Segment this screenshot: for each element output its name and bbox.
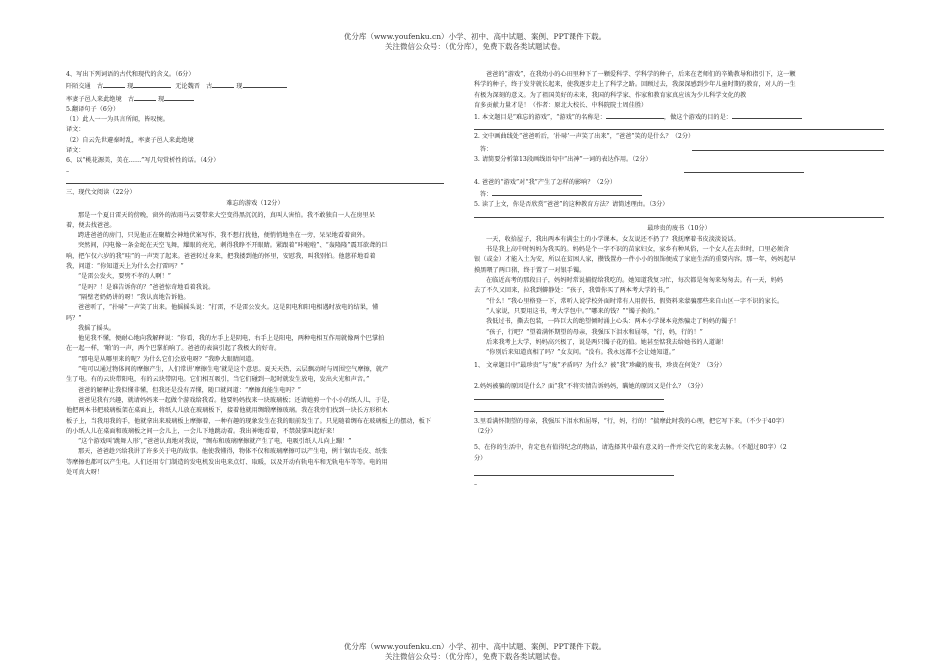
section-3-title: 三、现代文阅读（22分） [66, 188, 136, 196]
text-line: 爸爸的“游戏”，在我幼小的心田里种下了一颗爱科学、学科学的种子，后来在老师们的辛勤教导和指引下，这一颗 [486, 71, 796, 78]
text-line: 跨进爸爸的房门，只见他正在聚精会神地伏案写作，我不想打扰他，便悄悄地坐在一旁，呆呆地看着窗外。 [78, 232, 369, 240]
story-question-2-lines-b [474, 404, 884, 416]
answer-blank [243, 80, 287, 88]
question-1 [474, 111, 884, 123]
story-question-3: 3.里看满怀期望的母亲，我强压下泪水和屈辱，“行，妈，行的！”揣摩此时我的心理，把它写下来。（不少于40字） [474, 417, 789, 425]
text-line: “孩子，行吧？”望着满怀期望的母亲，我强压下泪水和屈辱，“行，妈，行的！” [486, 328, 703, 336]
answer-blank [133, 80, 171, 88]
text-line: 吗？” [66, 314, 82, 322]
text-line: 处可真大呀！ [66, 468, 104, 476]
question-2: 2. 文中画曲线处“爸爸听后，‘扑哧’一声笑了出来”，“爸爸”笑的是什么？（2分） [474, 133, 695, 141]
text-line: “这个游戏叫‘跳舞人形’，”爸爸认真地对我说，“绸布和玻璃摩擦就产生了电，电吸引纸人儿向上蹦！” [78, 438, 352, 446]
footer-line-1: 优分库（www.youfenku.cn）小学、初中、高中试题、案例、PPT课件下载。 [343, 642, 607, 651]
q4-row-1 [66, 80, 444, 92]
text-line: 后来我考上大学，妈妈高兴极了，说是两只镯子花的值。她甚至惦我去给她书的人道谢！ [486, 338, 728, 346]
q4-row1-term-2: 无论魏晋 古 [175, 83, 213, 91]
text-line: “是吗？！是谁告诉你的？”爸爸惊奇地看着我说。 [78, 283, 215, 291]
text-line: 一天，收拾屋子，我出两本有满尘土的小学课本。女友说还不扔了？我抚摩着书皮淡淡说话。 [486, 235, 740, 243]
question-1-part-b: ，做这个游戏的目的是： [663, 114, 732, 122]
footer-banner [0, 642, 950, 662]
text-line: 去了不久又回来，拉我到僻静处：“孩子，我曾你买了两本考大学的书。” [474, 287, 670, 295]
question-3-answer [474, 165, 884, 177]
text-line: 生了电。有的云块带阳电，有的云块带阴电。它们相互吸引，当它们碰到一起时就发生放电，发出火光和声音。” [66, 376, 370, 384]
text-line: 板子上，当我用我的手，他就拿出来玻璃板上摩擦着，一种有趣的现象发生在我的眼前发生了。只见随着绸布在玻璃板上的摆动，板下 [66, 417, 432, 425]
text-line: 等摩擦也都可以产生电。人们还用专门制造的发电机发出电来点灯、取暖，以及开动有轨电车和无轨电车等等。电的用 [66, 458, 388, 466]
text-line: 银（或金）才能入土为安，所以在贫困人家，攒钱置办一件小小的银饰便成了家庭生活的重要内容。那一年，妈妈起早 [474, 256, 796, 264]
article-title: 难忘的游戏（12分） [226, 200, 284, 208]
question-5: 5. 读了上文，你是否欣赏“爸爸”的这种教育方法？请简述理由。（3分） [474, 201, 669, 209]
answer-blank [474, 468, 674, 476]
text-line: 在一起一样，‘啪’的一声，两个巴掌拍响了。爸爸的表演引起了我极大的好奇。 [66, 345, 281, 353]
text-line: 响，把乍仅六岁的我“哇”的一声哭了起来。爸爸转过身来，把我搂到他的怀里，安慰我，叫我别怕。他慈祥地看着 [66, 252, 376, 260]
answer-blank [474, 404, 664, 412]
footer-line-2: 关注微信公众号：（优分库），免费下载各类试题试卷。 [385, 652, 565, 661]
q4-row2-modern: 现 [158, 95, 165, 103]
text-line: “电可以通过物体间的摩擦产生，人们常讲‘摩擦生电’就是这个意思。夏天天热，云层飘动时与周围空气摩擦，就产 [78, 366, 389, 374]
answer-blank [164, 93, 194, 101]
text-line: 着，便去找爸爸。 [66, 221, 116, 229]
q6-title: 6、以“桃花源美，美在……”写几句赏析性的话。（4分） [66, 157, 220, 165]
answer-blank [492, 188, 642, 196]
answer-blank [692, 143, 884, 151]
text-line: 我摇了摇头。 [78, 324, 116, 332]
text-line: 我，问道：“你知道天上为什么会打雷吗？” [66, 263, 184, 271]
text-line: “人家说，只要用这书，考大学包中。”“哪来的钱？”“镯子换的。” [486, 307, 660, 315]
answer-blank [732, 111, 802, 119]
q5-translation-2: 译文： [66, 147, 85, 155]
right-column [474, 70, 884, 490]
article-body [66, 211, 444, 479]
text-line: 爸爸的解释让我似懂非懂，但我还是没有弄懂，随口就问道：“摩擦真能生电吗？” [78, 386, 301, 394]
text-line: 他把两本书把玻璃板架在桌面上，将纸人儿放在玻璃板下，接着他就用绸缎摩擦玻璃。我在我旁们找到一块长方形积木 [66, 407, 388, 415]
question-4: 4. 爸爸的“游戏”对“我”产生了怎样的影响？（2分） [474, 178, 617, 186]
text-line: 我低过书，撕去包装，一阵巨大的绝望倾时涌上心头：两本小学课本竟然骗走了妈妈的镯子！ [486, 318, 740, 326]
question-2-answer [474, 143, 884, 155]
q5-sentence-1: （1）此人一一为具言所闻，皆叹惋。 [66, 116, 169, 124]
banner-line-2: 关注微信公众号：（优分库），免费下载各类试题试卷。 [385, 42, 565, 51]
text-line: 那是一个夏日雷天的傍晚，窗外的浓雨马云要带来大空变得黑沉沉的，真叫人害怕。我不敢独自一人在房里呆 [78, 211, 375, 219]
story-question-3-score: （2分） [474, 427, 497, 435]
text-line: “那电是从哪里来的呢？为什么它们会放电呀？”我睁大眼睛问道。 [78, 355, 258, 363]
answer-label: 答： [479, 190, 493, 198]
answer-blank [684, 165, 804, 173]
q4-row1-modern: 现 [127, 83, 134, 91]
story-question-5: 5、在你的生活中，肯定也有值得纪念的物品，请选择其中最有意义的一件并交代它的来龙去脉。（不超过80字）（2 [474, 444, 787, 452]
text-line: 在临近高考的那段日子，妈妈时常说捕捉给我吃的。她知道我复习忙，每次都是匆匆来匆匆去。有一天，妈妈 [486, 277, 783, 285]
text-line: 科学的种子，终于发芽就长起来，使我逐步走上了科学之路。回顾过去，我深深感到少年儿童时期的教育，对人的一生 [474, 81, 796, 89]
story-question-5-lines [474, 464, 884, 480]
answer-blank [134, 93, 156, 101]
answer-blank [212, 80, 234, 88]
text-line: “隔壁老奶奶讲的呀！”我认真地告诉他。 [78, 293, 190, 301]
story-body [474, 235, 884, 359]
q4-title: 4、写出下列词语的古代和现代的含义。（6分） [66, 71, 195, 78]
q4-row1-modern-2: 现 [236, 83, 243, 91]
text-line: 书是我上高中时妈妈为我买的。妈妈是个一字不识的苗家妇女，家乡有种风俗，一个女人在去世时，口里必须含 [486, 246, 790, 254]
text-line: 突然间，闪电像一条金蛇在天空飞舞，耀眼的亮光，刺得我睁不开眼睛。紧跟着“咔啦啦”、“轰隆隆”震耳欲聋的巨 [78, 242, 388, 250]
answer-line [474, 211, 884, 218]
q5-translation-1: 译文： [66, 126, 85, 134]
q4-row2-term: 率妻子邑人来此绝境 古 [66, 95, 135, 103]
text-line: 那天，爸爸趁兴给我讲了许多关于电的故事。他使我懂得，物体不仅和玻璃摩擦可以产生电，例十锯齿毛皮、纸张 [78, 448, 388, 456]
text-line: 爸爸听了，“扑哧”一声笑了出来。他摇摇头说：“打雷，不是雷公发火。这是阴电和阳电相遇时放电的结果，懂 [78, 304, 379, 312]
text-line: 他见我不懂，便耐心地向我解释说：“你看，我的左手上是阴电，右手上是阳电，两种电相互作用就像两个巴掌拍 [78, 335, 385, 343]
text-line: 爸爸见我有兴趣，就请妈妈来一起做个游戏给我看。他要妈妈找来一块玻璃板；还请她剪一个小小的纸人儿，于是， [78, 396, 394, 404]
article-conclusion [474, 70, 884, 111]
q5-title: 5.翻译句子（6分） [66, 105, 120, 113]
dash-mark: – [474, 481, 478, 489]
text-line: 的小纸人儿在桌面和玻璃板之间一会儿上，一会儿下地跳动着。我出神地看着，不禁鼓掌叫起好来！ [66, 427, 339, 435]
banner-line-1: 优分库（www.youfenku.cn）小学、初中、高中试题、案例、PPT课件下载。 [343, 32, 607, 41]
story-question-2-lines [474, 392, 884, 404]
text-line: 育多贡献力量才是！（作者：原北大校长、中科院院士周佳胜） [474, 101, 648, 109]
text-line: 有极为深刻的意义。为了祖国美好的未来，我国的科学家、作家和教育家真应该为少儿科学文化的教 [474, 91, 747, 99]
story-question-5-score: 分） [474, 454, 487, 462]
answer-blank [103, 80, 125, 88]
answer-line [66, 177, 444, 184]
left-column [66, 70, 444, 478]
story-title: 最珍贵的废书（10分） [647, 224, 711, 232]
q6-dash: – [66, 167, 70, 175]
text-line: “你别后来知道真相了吗？”女友问。“没有。我永远都不会让她知道。” [486, 349, 675, 357]
q4-row1-term: 阡陌交通 古 [66, 83, 104, 91]
q5-sentence-2: （2）自云先世避秦时乱，率妻子邑人来此绝境 [66, 136, 194, 144]
header-banner [0, 32, 950, 52]
answer-blank [606, 111, 664, 119]
question-3: 3. 请简要分析第13段画线语句中“出神”一词的表达作用。（2分） [474, 156, 652, 164]
answer-blank [474, 392, 664, 400]
answer-label: 答： [479, 145, 493, 153]
text-line: 摸黑喂了两口猪，终于置了一对银手镯。 [474, 266, 586, 274]
question-1-part-a: 1. 本文题目是“难忘的游戏”，“游戏”的名称是： [474, 114, 606, 122]
text-line: “什么！”我心里格登一下，常听人说学校外面时常有人用假书、假资料来蒙骗那些来自山区一字不识的家长。 [486, 297, 784, 305]
question-4-answer [474, 188, 884, 200]
story-question-2: 2.妈妈被骗的原因是什么？面“我”不将实情告诉妈妈，瞒她的原因又是什么？（3分） [474, 382, 707, 390]
story-question-1: 1、 文章题目中“最珍贵”与“废”矛盾吗？为什么？被“我”珍藏的废书，珍贵在何处？（3分） [474, 362, 726, 370]
text-line: “是雷公发火，要劈不孝的人啊！” [78, 273, 171, 281]
answer-line [474, 123, 884, 130]
q4-row-2 [66, 93, 444, 105]
